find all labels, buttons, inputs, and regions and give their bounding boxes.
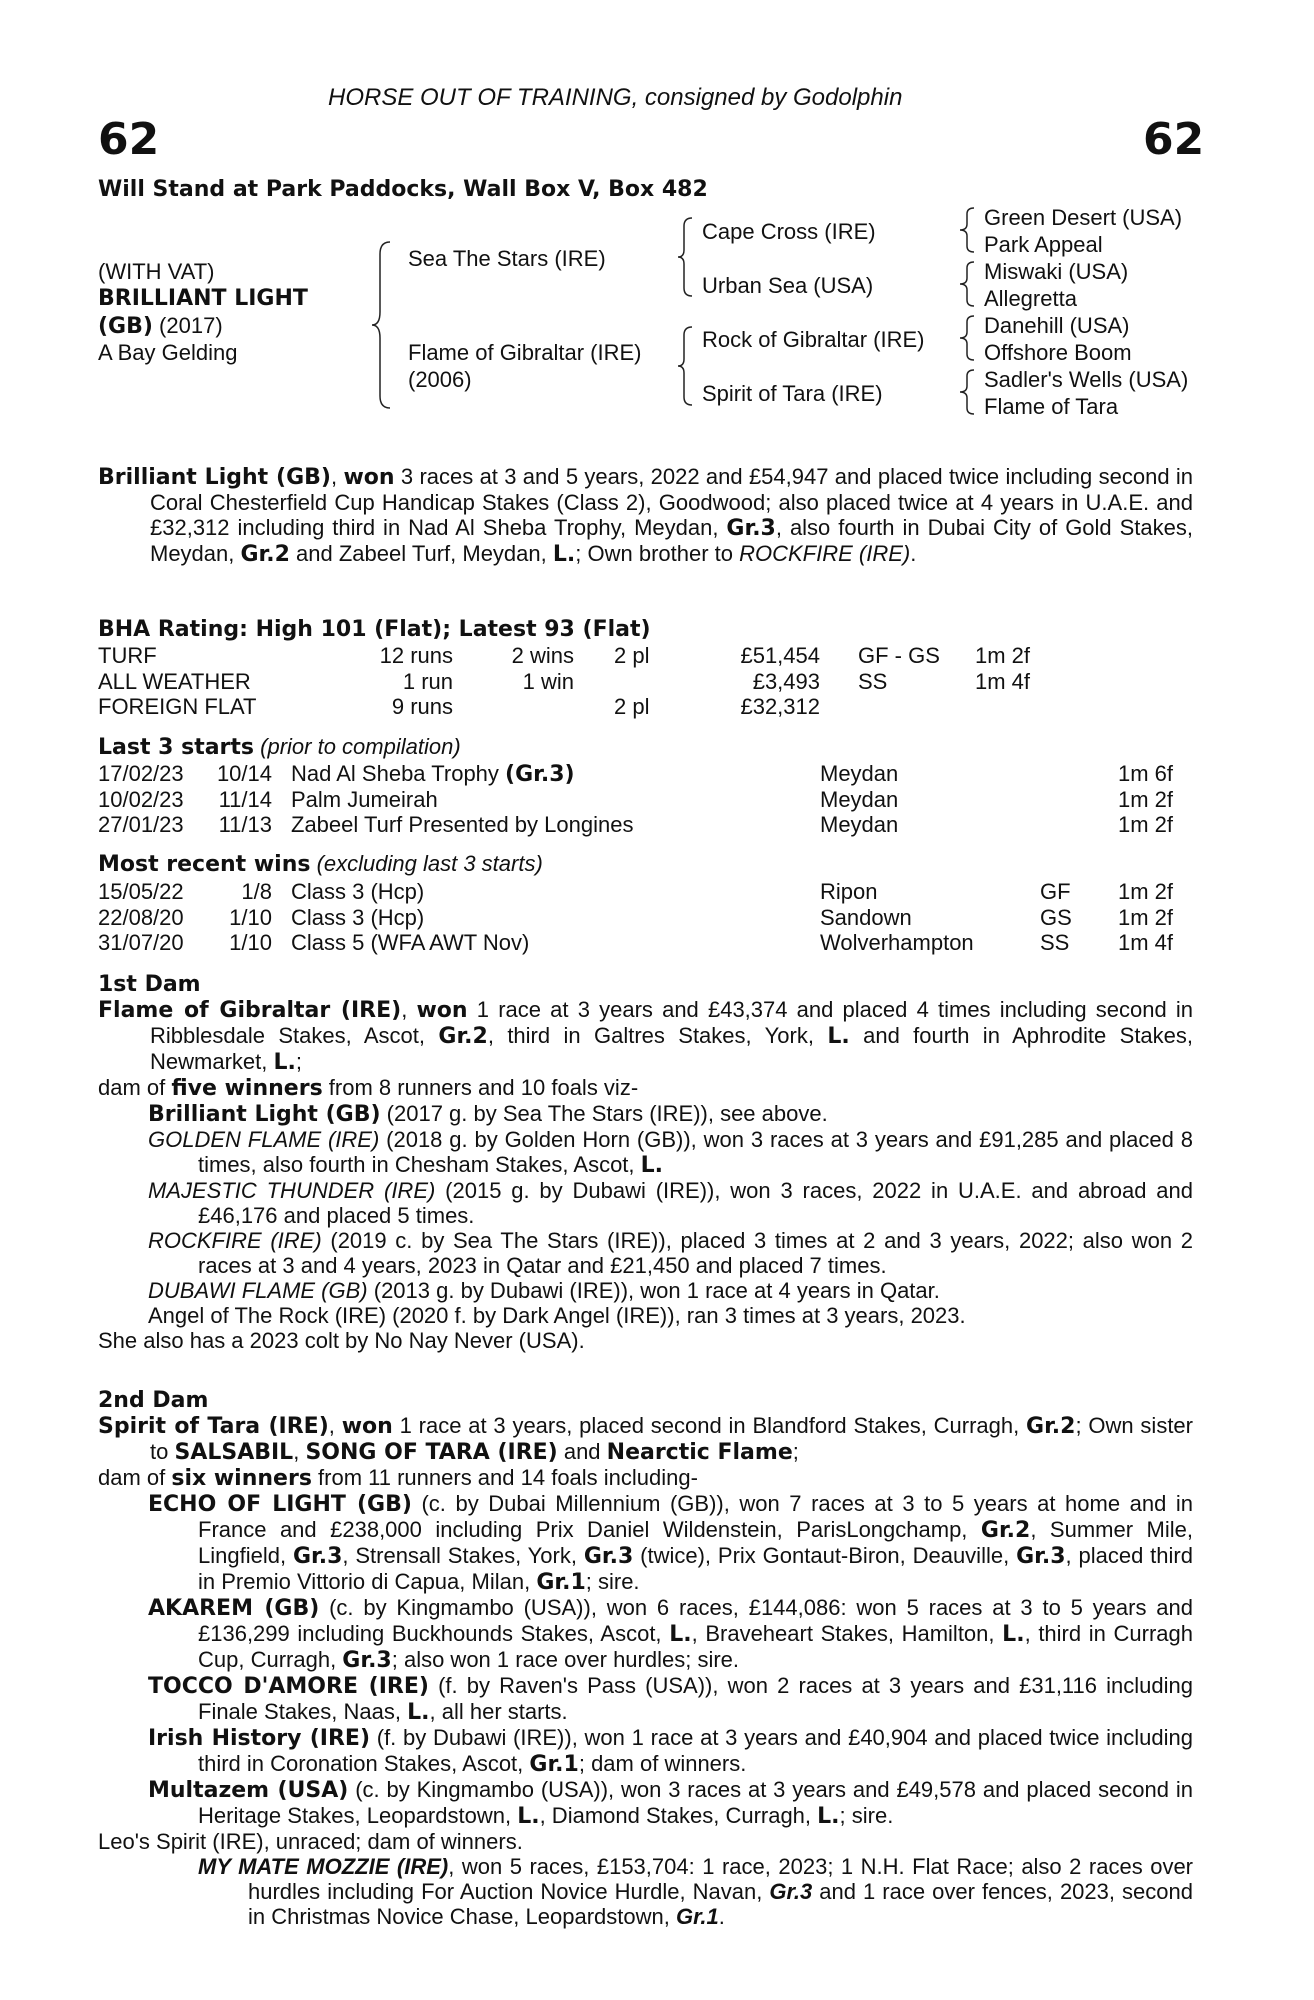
- recent-dist: 1m 2f: [1118, 879, 1174, 904]
- foal-majestic-thunder: MAJESTIC THUNDER (IRE) (2015 g. by Dubawi (IRE)), won 3 races, 2022 in U.A.E. and abroad and £46,176 and placed 5 times.: [148, 1178, 1193, 1228]
- last3-date: 17/02/23: [98, 761, 184, 786]
- rating-surface: FOREIGN FLAT: [98, 694, 257, 719]
- rating-wins: 1 win: [522, 668, 574, 694]
- lot-number-right: 62: [1143, 114, 1205, 165]
- recent-course: Sandown: [820, 904, 912, 930]
- pedigree-ggs-5: Danehill (USA): [984, 313, 1130, 338]
- recent-pos: 1/10: [229, 930, 272, 955]
- recent-going: GF: [1040, 879, 1071, 904]
- recent-pos: 1/8: [241, 879, 272, 904]
- last3-heading: Last 3 starts (prior to compilation): [98, 734, 461, 760]
- pedigree-ggs-3: Miswaki (USA): [984, 259, 1129, 284]
- recent-course: Ripon: [820, 879, 878, 904]
- race-summary: Brilliant Light (GB), won 3 races at 3 and 5 years, 2022 and £54,947 and placed twice including second in Coral Chesterfield Cup Handicap Stakes (Class 2), Goodwood; also placed twice at 4 years in U.A.E. and £32,312 including third in Nad Al Sheba Trophy, Meydan, Gr.3, also fourth in Dubai City of Gold Stakes, Meydan, Gr.2 and Zabeel Turf, Meydan, L.; Own brother to ROCKFIRE (IRE).: [98, 464, 1194, 567]
- pedigree-sire: Sea The Stars (IRE): [408, 246, 606, 271]
- last3-dist: 1m 2f: [1118, 812, 1174, 837]
- last3-dist: 1m 6f: [1118, 761, 1174, 786]
- pedigree-dam-dam: Spirit of Tara (IRE): [702, 381, 883, 406]
- last3-course: Meydan: [820, 761, 899, 786]
- pedigree-brace-dam: [676, 325, 696, 407]
- rating-going: SS: [858, 668, 888, 694]
- recent-date: 22/08/20: [98, 904, 184, 930]
- second-dam-heading: 2nd Dam: [98, 1388, 209, 1413]
- pedigree-ggs-8: Flame of Tara: [984, 394, 1119, 419]
- pedigree-ggs-2: Park Appeal: [984, 232, 1103, 257]
- summary-horse-name: Brilliant Light (GB): [98, 465, 331, 490]
- horse-origin-year: (GB) (2017): [98, 313, 223, 339]
- last3-course: Meydan: [820, 786, 899, 812]
- pedigree-ggs-1: Green Desert (USA): [984, 205, 1183, 230]
- foal-brilliant-light: Brilliant Light (GB) (2017 g. by Sea The Stars (IRE)), see above.: [148, 1101, 828, 1127]
- recent-date: 15/05/22: [98, 879, 184, 904]
- pedigree-brace-sire: [676, 216, 696, 298]
- last3-race: Palm Jumeirah: [291, 786, 438, 812]
- recent-going: SS: [1040, 930, 1070, 955]
- consignment-title: HORSE OUT OF TRAINING, consigned by Godolphin: [328, 84, 903, 111]
- rating-going: GF - GS: [858, 643, 940, 668]
- horse-name: BRILLIANT LIGHT: [98, 286, 308, 311]
- last3-date: 10/02/23: [98, 786, 184, 812]
- last3-race: Nad Al Sheba Trophy (Gr.3): [291, 761, 575, 787]
- rating-surface: TURF: [98, 643, 157, 668]
- foal-dubawi-flame: DUBAWI FLAME (GB) (2013 g. by Dubawi (IRE)), won 1 race at 4 years in Qatar.: [148, 1278, 940, 1303]
- stand-location: Will Stand at Park Paddocks, Wall Box V, Box 482: [98, 177, 708, 202]
- produce-my-mate-mozzie: MY MATE MOZZIE (IRE), won 5 races, £153,704: 1 race, 2023; 1 N.H. Flat Race; also 2 races over hurdles including For Auction Novice Hurdle, Navan, Gr.3 and 1 race over fences, 2023, second in Christmas Novice Chase, Leopardstown, Gr.1.: [198, 1854, 1194, 1929]
- pedigree-ggs-7: Sadler's Wells (USA): [984, 367, 1189, 392]
- produce-irish-history: Irish History (IRE) (f. by Dubawi (IRE)), won 1 race at 3 years and £40,904 and placed twice including third in Coronation Stakes, Ascot, Gr.1; dam of winners.: [148, 1725, 1193, 1777]
- pedigree-brace-g4: [958, 368, 978, 416]
- second-dam-section: 2nd Dam Spirit of Tara (IRE), won 1 race at 3 years, placed second in Blandford Stakes, Curragh, Gr.2; Own sister to SALSABIL, SONG OF TARA (IRE) and Nearctic Flame; dam of six winners from 11 runners and 14 foals including- ECHO OF LIGHT (GB) (c. by Dubai Millennium (GB)), won 7 races at 3 to 5 years at home and in France and £238,000 including Prix Daniel Wildenstein, ParisLongchamp, Gr.2, Summer Mile, Lingfield, Gr.3, Strensall Stakes, York, Gr.3 (twice), Prix Gontaut-Biron, Deauville, Gr.3, placed third in Premio Vittorio di Capua, Milan, Gr.1; sire. AKAREM (GB) (c. by Kingmambo (USA)), won 6 races, £144,086: won 5 races at 3 to 5 years and £136,299 including Buckhounds Stakes, Ascot, L., Braveheart Stakes, Hamilton, L., third in Curragh Cup, Curragh, Gr.3; also won 1 race over hurdles; sire. TOCCO D'AMORE (IRE) (f. by Raven's Pass (USA)), won 2 races at 3 years and £31,116 including Finale Stakes, Naas, L., all her starts. Irish History (IRE) (f. by Dubawi (IRE)), won 1 race at 3 years and £40,904 and placed twice including third in Coronation Stakes, Ascot, Gr.1; dam of winners. Multazem (USA) (c. by Kingmambo (USA)), won 3 races at 3 years and £49,578 and placed second in Heritage Stakes, Leopardstown, L., Diamond Stakes, Curragh, L.; sire. Leo's Spirit (IRE), unraced; dam of winners. MY MATE MOZZIE (IRE), won 5 races, £153,704: 1 race, 2023; 1 N.H. Flat Race; also 2 races over hurdles including For Auction Novice Hurdle, Navan, Gr.3 and 1 race over fences, 2023, second in Christmas Novice Chase, Leopardstown, Gr.1.: [98, 1388, 1194, 1929]
- rating-prize: £32,312: [740, 694, 820, 719]
- pedigree-brace-g1: [958, 206, 978, 254]
- recent-dist: 1m 4f: [1118, 930, 1174, 955]
- rating-surface: ALL WEATHER: [98, 668, 251, 694]
- foal-golden-flame: GOLDEN FLAME (IRE) (2018 g. by Golden Horn (GB)), won 3 races at 3 years and £91,285 and placed 8 times, also fourth in Chesham Stakes, Ascot, L.: [148, 1127, 1193, 1178]
- rating-dist: 1m 2f: [975, 643, 1031, 668]
- rating-prize: £51,454: [740, 643, 820, 668]
- produce-akarem: AKAREM (GB) (c. by Kingmambo (USA)), won 6 races, £144,086: won 5 races at 3 to 5 years and £136,299 including Buckhounds Stakes, Ascot, L., Braveheart Stakes, Hamilton, L., third in Curragh Cup, Curragh, Gr.3; also won 1 race over hurdles; sire.: [148, 1595, 1193, 1673]
- foal-rockfire: ROCKFIRE (IRE) (2019 c. by Sea The Stars (IRE)), placed 3 times at 2 and 3 years, 2022; also won 2 races at 3 and 4 years, 2023 in Qatar and £21,450 and placed 7 times.: [148, 1228, 1193, 1278]
- lot-number-left: 62: [98, 114, 160, 165]
- recent-going: GS: [1040, 904, 1072, 930]
- recent-wins-heading: Most recent wins (excluding last 3 starts): [98, 851, 543, 877]
- pedigree-dam-year: (2006): [408, 367, 472, 392]
- last3-course: Meydan: [820, 812, 899, 837]
- rating-wins: 2 wins: [511, 643, 574, 668]
- recent-race: Class 3 (Hcp): [291, 879, 425, 904]
- pedigree-ggs-4: Allegretta: [984, 286, 1077, 311]
- produce-leos-spirit: Leo's Spirit (IRE), unraced; dam of winners.: [98, 1829, 523, 1854]
- pedigree-ggs-6: Offshore Boom: [984, 340, 1132, 365]
- pedigree-sire-dam: Urban Sea (USA): [702, 273, 874, 298]
- produce-echo-of-light: ECHO OF LIGHT (GB) (c. by Dubai Millennium (GB)), won 7 races at 3 to 5 years at home and in France and £238,000 including Prix Daniel Wildenstein, ParisLongchamp, Gr.2, Summer Mile, Lingfield, Gr.3, Strensall Stakes, York, Gr.3 (twice), Prix Gontaut-Biron, Deauville, Gr.3, placed third in Premio Vittorio di Capua, Milan, Gr.1; sire.: [148, 1491, 1193, 1595]
- pedigree-sire-sire: Cape Cross (IRE): [702, 219, 876, 244]
- recent-race: Class 5 (WFA AWT Nov): [291, 930, 530, 955]
- last3-dist: 1m 2f: [1118, 786, 1174, 812]
- recent-pos: 1/10: [229, 904, 272, 930]
- rating-pl: 2 pl: [614, 643, 650, 668]
- last3-date: 27/01/23: [98, 812, 184, 837]
- pedigree-brace-g2: [958, 260, 978, 308]
- last3-race: Zabeel Turf Presented by Longines: [291, 812, 634, 837]
- rating-runs: 1 run: [402, 668, 453, 694]
- foal-angel-of-the-rock: Angel of The Rock (IRE) (2020 f. by Dark Angel (IRE)), ran 3 times at 3 years, 2023.: [148, 1303, 966, 1328]
- last3-pos: 11/13: [218, 812, 272, 837]
- vat-note: (WITH VAT): [98, 259, 215, 284]
- last3-pos: 11/14: [218, 786, 272, 812]
- pedigree-dam: Flame of Gibraltar (IRE): [408, 340, 642, 365]
- recent-course: Wolverhampton: [820, 930, 974, 955]
- first-dam-heading: 1st Dam: [98, 972, 201, 997]
- rating-dist: 1m 4f: [975, 668, 1031, 694]
- rating-pl: 2 pl: [614, 694, 650, 719]
- rating-prize: £3,493: [752, 668, 820, 694]
- pedigree-brace-g3: [958, 314, 978, 362]
- dam1-colt-note: She also has a 2023 colt by No Nay Never (USA).: [98, 1328, 585, 1353]
- pedigree-dam-sire: Rock of Gibraltar (IRE): [702, 327, 925, 352]
- first-dam-section: 1st Dam Flame of Gibraltar (IRE), won 1 race at 3 years and £43,374 and placed 4 times including second in Ribblesdale Stakes, Ascot, Gr.2, third in Galtres Stakes, York, L. and fourth in Aphrodite Stakes, Newmarket, L.; dam of five winners from 8 runners and 10 foals viz- Brilliant Light (GB) (2017 g. by Sea The Stars (IRE)), see above. GOLDEN FLAME (IRE) (2018 g. by Golden Horn (GB)), won 3 races at 3 years and £91,285 and placed 8 times, also fourth in Chesham Stakes, Ascot, L. MAJESTIC THUNDER (IRE) (2015 g. by Dubawi (IRE)), won 3 races, 2022 in U.A.E. and abroad and £46,176 and placed 5 times. ROCKFIRE (IRE) (2019 c. by Sea The Stars (IRE)), placed 3 times at 2 and 3 years, 2022; also won 2 races at 3 and 4 years, 2023 in Qatar and £21,450 and placed 7 times. DUBAWI FLAME (GB) (2013 g. by Dubawi (IRE)), won 1 race at 4 years in Qatar. Angel of The Rock (IRE) (2020 f. by Dark Angel (IRE)), ran 3 times at 3 years, 2023. She also has a 2023 colt by No Nay Never (USA).: [98, 972, 1194, 1353]
- recent-race: Class 3 (Hcp): [291, 904, 425, 930]
- produce-multazem: Multazem (USA) (c. by Kingmambo (USA)), won 3 races at 3 years and £49,578 and placed second in Heritage Stakes, Leopardstown, L., Diamond Stakes, Curragh, L.; sire.: [148, 1777, 1193, 1829]
- pedigree-brace-main: [370, 240, 394, 410]
- rating-runs: 12 runs: [379, 643, 453, 668]
- rating-runs: 9 runs: [391, 694, 453, 719]
- horse-description: A Bay Gelding: [98, 340, 238, 365]
- last3-pos: 10/14: [216, 761, 272, 786]
- produce-tocco-damore: TOCCO D'AMORE (IRE) (f. by Raven's Pass (USA)), won 2 races at 3 years and £31,116 including Finale Stakes, Naas, L., all her starts.: [148, 1673, 1193, 1725]
- rating-title: BHA Rating: High 101 (Flat); Latest 93 (Flat): [98, 617, 651, 642]
- recent-date: 31/07/20: [98, 930, 184, 955]
- recent-dist: 1m 2f: [1118, 904, 1174, 930]
